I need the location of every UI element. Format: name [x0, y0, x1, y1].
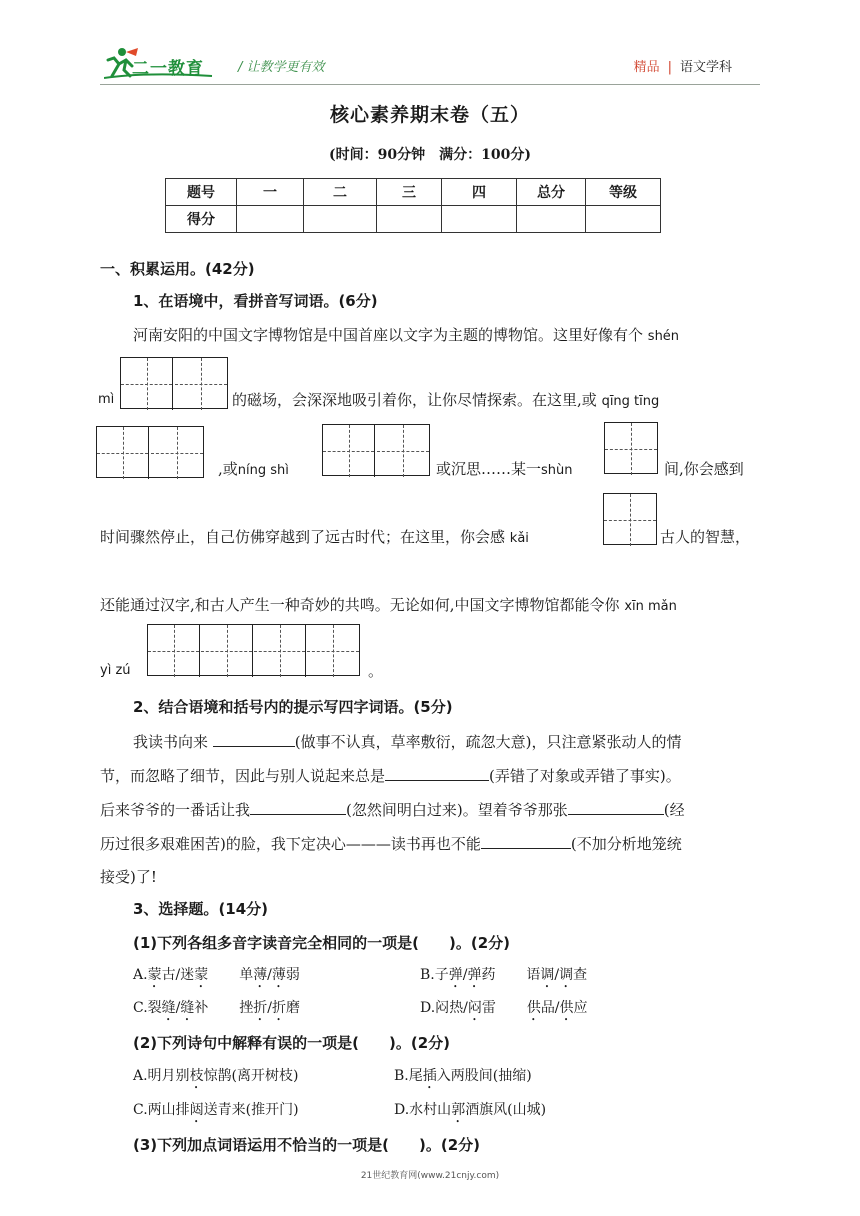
- option-text: 惊鹊(离开树枝): [203, 1068, 299, 1084]
- passage-line: [100, 799, 685, 820]
- option-text: 单: [239, 967, 254, 983]
- option-text: 酒旗风(山城): [465, 1102, 547, 1118]
- option-label: A.: [133, 967, 148, 983]
- question-heading: 2、结合语境和括号内的提示写四字词语。(5分): [133, 698, 453, 716]
- dotted-char: 缝/: [161, 1000, 181, 1016]
- option-text: 品/: [540, 1000, 560, 1016]
- page-title: 核心素养期末卷（五）: [329, 104, 530, 126]
- score-header-cell: 四: [442, 179, 517, 206]
- option-text: 热/: [449, 1000, 468, 1016]
- dotted-char: 弹: [448, 967, 463, 983]
- logo-text: 二一教育: [132, 59, 204, 79]
- passage-line: [232, 389, 659, 410]
- score-header-cell: 等级: [586, 179, 661, 206]
- slogan: / 让教学更有效: [238, 60, 325, 75]
- dotted-char: 蒙: [147, 967, 162, 983]
- score-header-cell: 一: [237, 179, 304, 206]
- writing-grid[interactable]: [603, 493, 657, 545]
- passage-text: 河南安阳的中国文字博物馆是中国首座以文字为主题的博物馆。这里好像有个: [133, 326, 644, 344]
- option-text: 语: [526, 967, 541, 983]
- passage-text: 接受)了!: [100, 868, 157, 886]
- passage-line: [100, 765, 681, 786]
- dotted-char: 薄: [271, 967, 286, 983]
- dotted-char: 插: [422, 1068, 437, 1084]
- dotted-char: 调: [559, 967, 574, 983]
- option-b[interactable]: [420, 964, 587, 991]
- quality-tag: 精品: [633, 60, 660, 75]
- score-table-score-row: [166, 206, 661, 233]
- option-text: A.明月别: [133, 1068, 190, 1084]
- passage-text: (经: [663, 801, 685, 819]
- passage-text: 后来爷爷的一番话让我: [100, 801, 251, 819]
- subject-label: 语文学科: [679, 60, 732, 75]
- pinyin: shùn: [541, 463, 573, 478]
- option-text: 药: [481, 967, 496, 983]
- passage-text: ,或: [218, 460, 238, 478]
- score-table-header-row: [166, 179, 661, 206]
- option-text: 古/迷: [161, 967, 195, 983]
- option-text: 查: [573, 967, 588, 983]
- pinyin: kǎi: [509, 531, 529, 546]
- dotted-char: 供: [559, 1000, 574, 1016]
- dotted-char: 供: [526, 1000, 541, 1016]
- option-text: 入两股间(抽缩): [436, 1068, 532, 1084]
- sub-question-stem: (1)下列各组多音字读音完全相同的一项是( )。(2分): [133, 934, 511, 952]
- writing-grid[interactable]: [120, 357, 228, 409]
- passage-text: 历过很多艰难困苦)的脸，我下定决心———读书再也不能: [100, 835, 481, 853]
- dotted-char: 折: [272, 1000, 287, 1016]
- score-input-cell[interactable]: [377, 206, 442, 233]
- passage-text: 还能通过汉字,和古人产生一种奇妙的共鸣。无论如何,中国文字博物馆都能令你: [100, 596, 620, 614]
- page-footer: 21世纪教育网(www.21cnjy.com): [360, 1171, 500, 1181]
- dotted-char: 薄/: [253, 967, 272, 983]
- score-input-cell[interactable]: [586, 206, 661, 233]
- sub-question-stem: (3)下列加点词语运用不恰当的一项是( )。(2分): [133, 1136, 481, 1154]
- header-separator: |: [667, 60, 672, 75]
- score-input-cell[interactable]: [304, 206, 377, 233]
- score-input-cell[interactable]: [442, 206, 517, 233]
- passage-line: [133, 731, 682, 752]
- passage-text: 。: [368, 662, 384, 680]
- dotted-char: 闷: [467, 1000, 482, 1016]
- score-header-cell: 二: [304, 179, 377, 206]
- score-row-label: 得分: [166, 206, 237, 233]
- passage-line: [100, 594, 677, 615]
- answer-blank[interactable]: [568, 800, 664, 815]
- passage-text: 节，而忽略了细节，因此与别人说起来总是: [100, 767, 386, 785]
- score-header-cell: 总分: [517, 179, 586, 206]
- passage-text: 间,你会感到: [664, 460, 744, 478]
- dotted-char: 折: [253, 1000, 268, 1016]
- score-input-cell[interactable]: [237, 206, 304, 233]
- header-right: [634, 56, 732, 75]
- option-text: D.水村山: [394, 1102, 452, 1118]
- option-text: 弱: [285, 967, 300, 983]
- dotted-char: 蒙: [194, 967, 209, 983]
- option-c[interactable]: [133, 1099, 299, 1126]
- dotted-char: 郭: [451, 1102, 466, 1118]
- option-a[interactable]: [133, 1065, 299, 1092]
- writing-grid[interactable]: [147, 624, 360, 676]
- option-text: 裂: [147, 1000, 162, 1016]
- option-text: C.两山排: [133, 1102, 190, 1118]
- option-text: 磨: [286, 1000, 301, 1016]
- score-header-cell: 三: [377, 179, 442, 206]
- score-table: [165, 178, 661, 233]
- writing-grid[interactable]: [322, 424, 430, 476]
- passage-text: (做事不认真，草率敷衍，疏忽大意)，只注意紧张动人的情: [294, 733, 682, 751]
- answer-blank[interactable]: [385, 766, 489, 781]
- passage-text: (忽然间明白过来)。望着爷爷那张: [346, 801, 568, 819]
- writing-grid[interactable]: [604, 422, 658, 474]
- passage-line: [100, 526, 529, 547]
- passage-line: [133, 324, 679, 345]
- pinyin: yì zú: [100, 663, 131, 678]
- passage-text: 古人的智慧，: [660, 528, 751, 546]
- dotted-char: 闼: [189, 1102, 204, 1118]
- option-text: /: [554, 967, 560, 983]
- passage-text: 我读书向来: [133, 733, 209, 751]
- pinyin: xīn mǎn: [624, 599, 677, 614]
- page-header: [100, 44, 760, 84]
- option-a[interactable]: [133, 964, 300, 991]
- sub-question-stem: (2)下列诗句中解释有误的一项是( )。(2分): [133, 1034, 451, 1052]
- question-heading: 3、选择题。(14分): [133, 900, 269, 918]
- option-text: 送青来(推开门): [203, 1102, 299, 1118]
- passage-line: [100, 833, 682, 854]
- option-label: B.子: [420, 967, 449, 983]
- pinyin: mì: [98, 392, 115, 407]
- dotted-char: 调: [540, 967, 555, 983]
- option-text: /: [462, 967, 468, 983]
- option-text: 挫: [239, 1000, 254, 1016]
- pinyin: shén: [647, 329, 680, 344]
- passage-line: [436, 458, 573, 479]
- option-label: C.: [133, 1000, 148, 1016]
- option-text: 应: [573, 1000, 588, 1016]
- option-d[interactable]: [394, 1099, 546, 1126]
- header-divider: [100, 84, 760, 85]
- pinyin: níng shì: [237, 463, 289, 478]
- option-text: 补: [194, 1000, 209, 1016]
- passage-line: [218, 458, 289, 479]
- option-text: /: [267, 1000, 273, 1016]
- option-text: B.尾: [394, 1068, 423, 1084]
- passage-text: 或沉思……某一: [436, 460, 542, 478]
- score-header-cell: 题号: [166, 179, 237, 206]
- pinyin: qīng tīng: [601, 394, 660, 409]
- passage-text: 的磁场，会深深地吸引着你，让你尽情探索。在这里,或: [232, 391, 597, 409]
- dotted-char: 枝: [189, 1068, 204, 1084]
- passage-text: (弄错了对象或弄错了事实)。: [489, 767, 681, 785]
- score-input-cell[interactable]: [517, 206, 586, 233]
- question-heading: 1、在语境中，看拼音写词语。(6分): [133, 292, 378, 310]
- dotted-char: 缝: [180, 1000, 195, 1016]
- option-label: D.闷: [420, 1000, 450, 1016]
- passage-text: 时间骤然停止，自己仿佛穿越到了远古时代；在这里，你会感: [100, 528, 506, 546]
- section-heading: 一、积累运用。(42分): [100, 260, 255, 278]
- dotted-char: 弹: [467, 967, 482, 983]
- answer-blank[interactable]: [481, 834, 571, 849]
- answer-blank[interactable]: [250, 800, 346, 815]
- writing-grid[interactable]: [96, 426, 204, 478]
- option-c[interactable]: [133, 997, 300, 1024]
- passage-text: (不加分析地笼统: [570, 835, 682, 853]
- exam-info: (时间：90分钟 满分：100分): [329, 147, 531, 163]
- option-d[interactable]: [420, 997, 588, 1024]
- option-text: 雷: [481, 1000, 496, 1016]
- answer-blank[interactable]: [213, 732, 295, 747]
- option-b[interactable]: [394, 1065, 532, 1092]
